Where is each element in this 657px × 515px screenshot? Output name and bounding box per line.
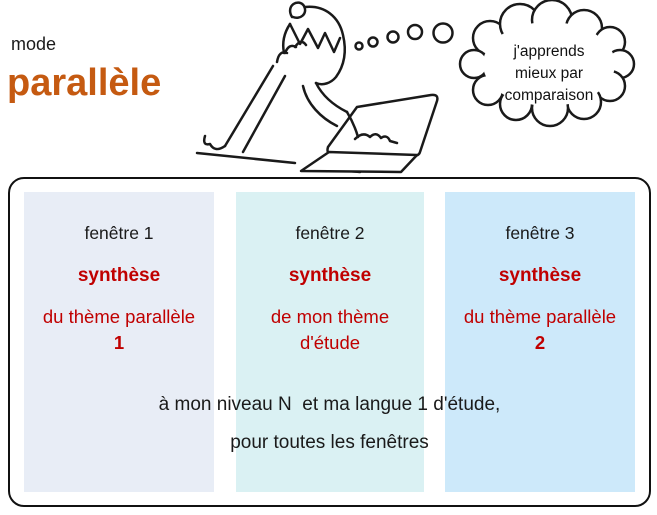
window-2-heading: synthèse (288, 265, 372, 286)
thought-dots-icon (356, 24, 453, 50)
window-2-desc-line1: de mon thème (270, 306, 390, 327)
window-3-desc-line2: 2 (534, 332, 546, 353)
window-3-desc-line1: du thème parallèle (463, 306, 617, 327)
thought-bubble-line-2: mieux par (514, 65, 584, 82)
window-1-heading: synthèse (77, 265, 161, 286)
panel-footer-line-1: à mon niveau N et ma langue 1 d'étude, (158, 394, 501, 415)
thought-bubble-line-3: comparaison (504, 87, 594, 104)
thought-bubble (460, 0, 634, 126)
page-title: parallèle (7, 62, 162, 104)
window-3-label: fenêtre 3 (505, 223, 575, 243)
mode-label: mode (11, 34, 57, 54)
window-3-heading: synthèse (498, 265, 582, 286)
window-2-label: fenêtre 2 (295, 223, 365, 243)
panel-footer-line-2: pour toutes les fenêtres (230, 432, 429, 453)
window-1-desc-line2: 1 (113, 332, 125, 353)
laptop-icon (301, 95, 437, 172)
window-2-desc-line2: d'étude (299, 332, 361, 353)
window-1-desc-line1: du thème parallèle (42, 306, 196, 327)
parallel-mode-panel (8, 177, 651, 507)
window-1-label: fenêtre 1 (84, 223, 154, 243)
thought-bubble-line-1: j'apprends (513, 43, 585, 60)
header-illustration (195, 0, 657, 177)
